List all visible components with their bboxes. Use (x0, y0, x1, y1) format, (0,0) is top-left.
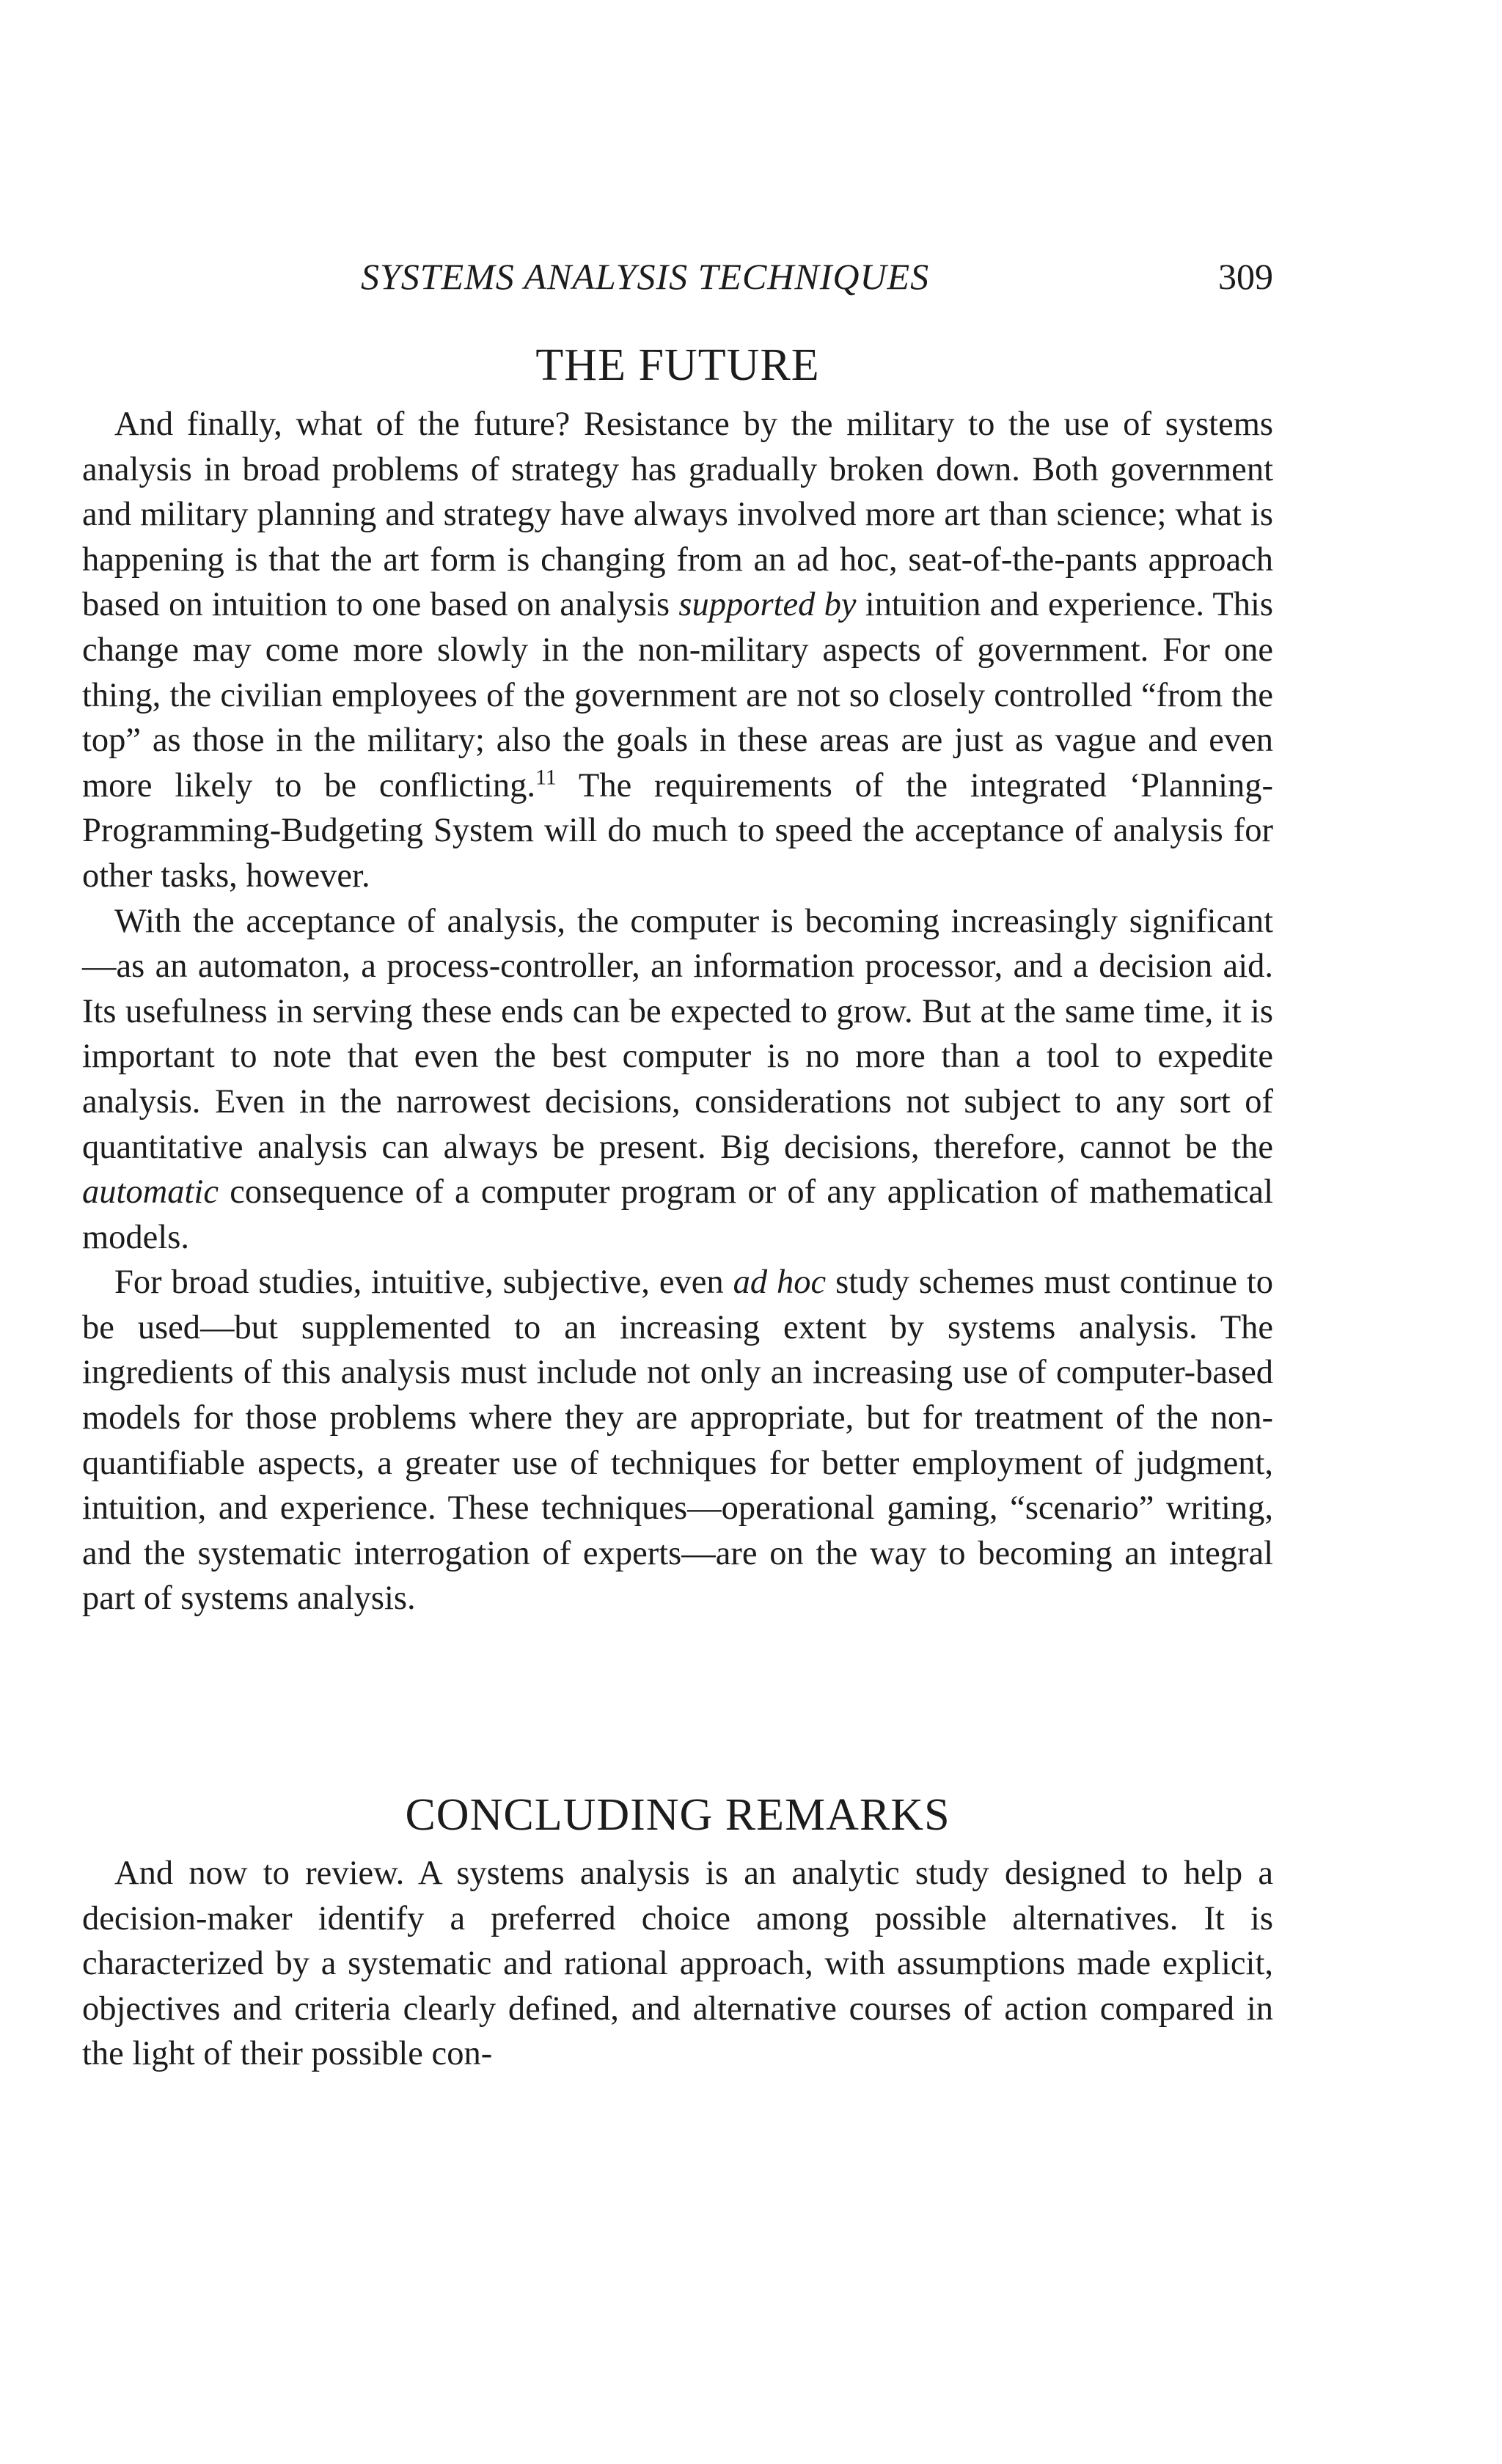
paragraph-future-1 (82, 402, 1273, 899)
italic-phrase-ad-hoc: ad hoc (733, 1264, 827, 1302)
running-head (82, 253, 1273, 300)
paragraph-future-2 (82, 899, 1273, 1261)
book-page (82, 0, 1273, 2464)
section-heading-concluding-remarks: CONCLUDING REMARKS (405, 1790, 950, 1840)
running-title: SYSTEMS ANALYSIS TECHNIQUES (361, 256, 930, 297)
text-run: And finally, what of the future? Resistance by the military to the use of systems analysis in broad problems of strategy has gradually broken down. Both government and military planning and strategy have always involved more art than science; what is happening is that the art form is changing from an ad hoc, seat-of-the-pants approach based on intuition to one based on analysis (82, 406, 1273, 624)
text-run: With the acceptance of analysis, the computer is becoming increasingly significant—as an automaton, a process-controller, an information processor, and a decision aid. Its usefulness in serving these ends can be expected to grow. But at the same time, it is important to note that even the best computer is no more than a tool to expedite analysis. Even in the narrowest decisions, considerations not subject to any sort of quantitative analysis can always be present. Big decisions, therefore, cannot be the (82, 902, 1273, 1166)
section-the-future-body (82, 402, 1273, 1621)
footnote-marker: 11 (535, 765, 557, 790)
section-concluding-remarks-body (82, 1851, 1273, 2077)
section-heading-the-future: THE FUTURE (535, 340, 820, 390)
text-run: intuition and experience. This change may come more slowly in the non-military aspects of government. For one thing, the civilian employees of the government are not so closely controlled “from the top” as those in the military; also the goals in these areas are just as vague and even more likely to be conflicting. (82, 586, 1274, 804)
text-run: The requirements of the integrated ‘Planning-Programming-Budgeting System will do much to speed the acceptance of analysis for other tasks, however. (82, 766, 1273, 895)
text-run: consequence of a computer program or of any application of mathematical models. (82, 1173, 1273, 1256)
italic-word-automatic: automatic (82, 1173, 219, 1211)
text-run: For broad studies, intuitive, subjective, even (114, 1264, 733, 1302)
italic-phrase-supported-by: supported by (678, 586, 857, 624)
page-number: 309 (1218, 256, 1273, 297)
paragraph-future-3 (82, 1260, 1273, 1621)
text-run: study schemes must continue to be used—but supplemented to an increasing extent by systems analysis. The ingredients of this analysis must include not only an increasing use of computer-based models for those problems where they are appropriate, but for treatment of the non-quantifiable aspects, a greater use of techniques for better employment of judgment, intuition, and experience. These techniques—operational gaming, “scenario” writing, and the systematic interrogation of experts—are on the way to becoming an integral part of systems analysis. (82, 1264, 1274, 1618)
paragraph-remarks-1: And now to review. A systems analysis is an analytic study designed to help a decision-maker identify a preferred choice among possible alternatives. It is characterized by a systematic and rational approach, with assumptions made explicit, objectives and criteria clearly defined, and alternative courses of action compared in the light of their possible con- (82, 1855, 1273, 2073)
